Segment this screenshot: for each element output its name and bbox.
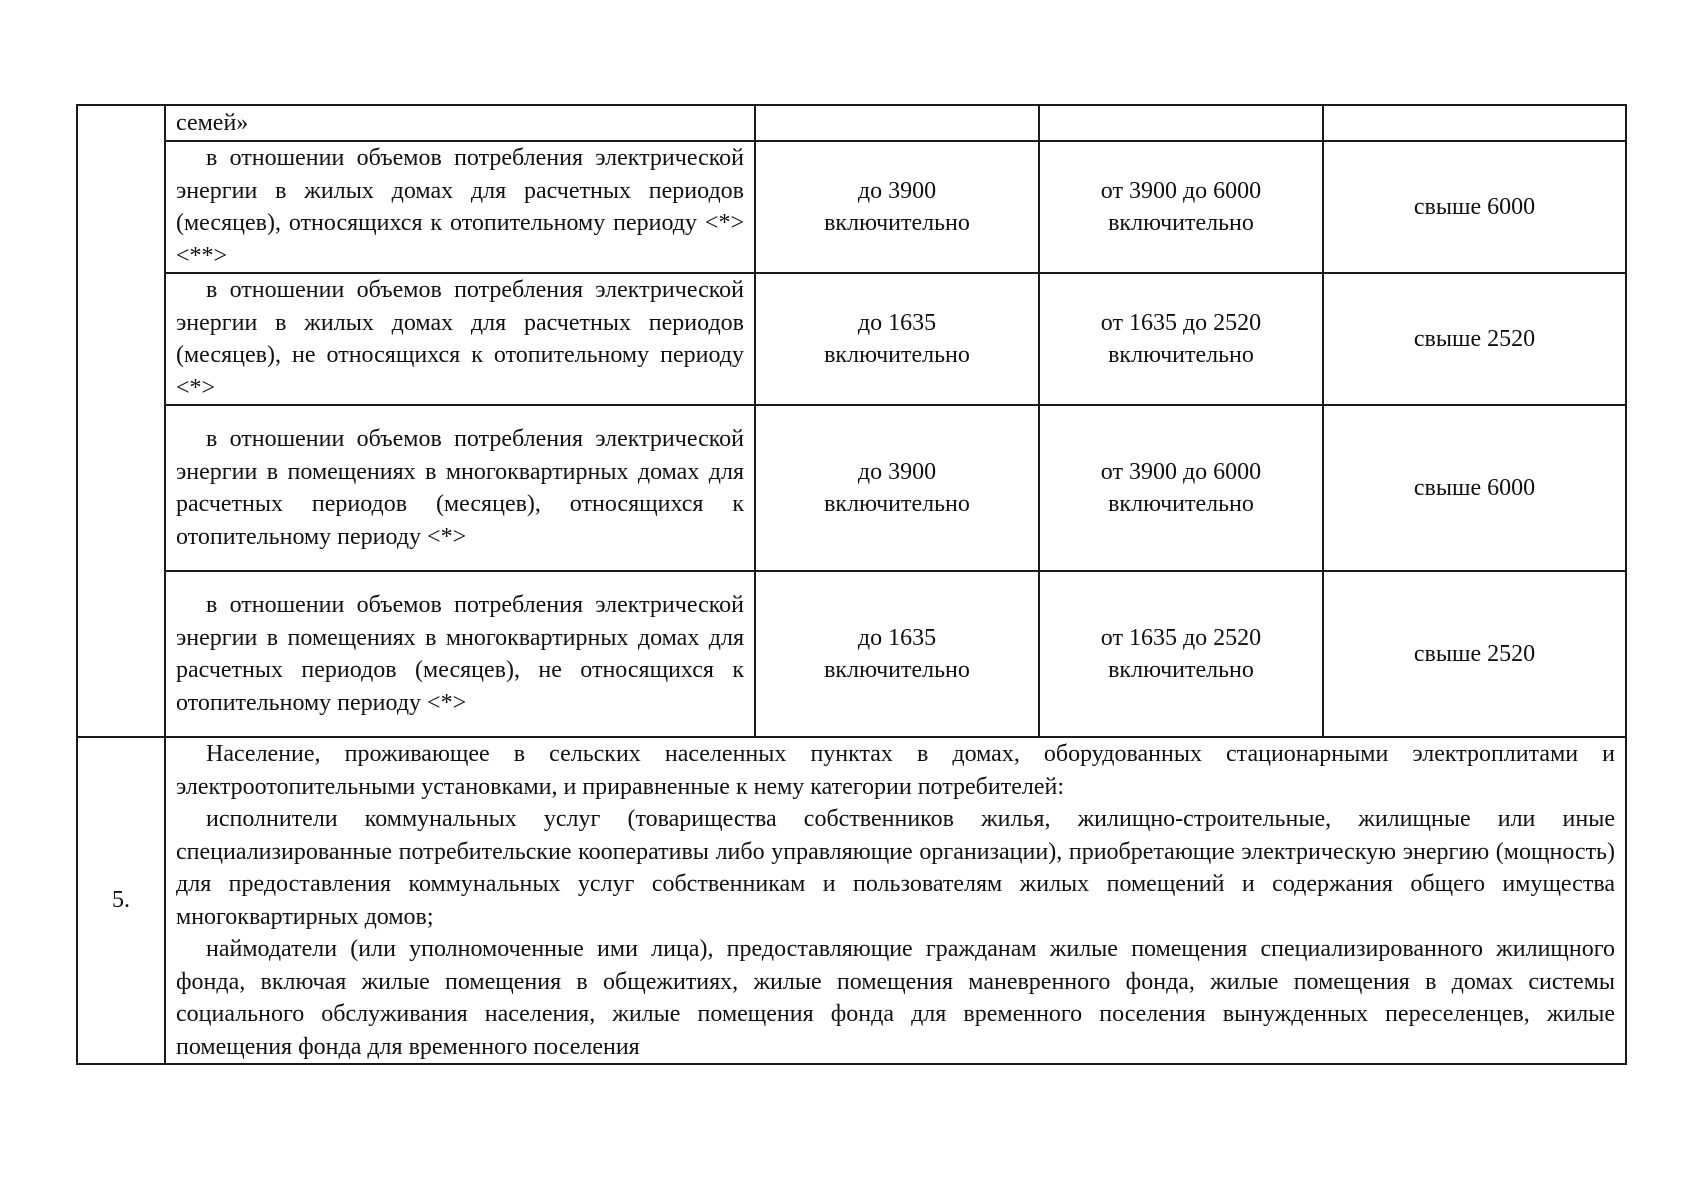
value-cell (1039, 105, 1323, 141)
description-text: в отношении объемов потребления электрической энергии в жилых домах для расчетных периодов (месяцев), относящихся к отопительному периоду <*> <**> (176, 145, 744, 269)
range-low-value: до 1635 (857, 309, 937, 336)
range-high-cell (1323, 273, 1626, 405)
continuation-text: семей» (176, 109, 249, 136)
section-text-cell (165, 737, 1626, 1064)
description-cell (165, 571, 755, 737)
tariff-table (76, 104, 1627, 1065)
range-mid-cell (1039, 405, 1323, 571)
range-high-cell (1323, 571, 1626, 737)
description-cell (165, 105, 755, 141)
range-high-value: свыше 6000 (1413, 193, 1536, 220)
range-low-cell (755, 273, 1039, 405)
range-mid-value: от 3900 до 6000 (1100, 458, 1262, 485)
row-number-cell (77, 737, 165, 1064)
section-paragraph: Население, проживающее в сельских населенных пунктах в домах, оборудованных стационарными электроплитами и электроотопительными установками, и приравненные к нему категории потребителей: (176, 741, 1615, 800)
description-cell (165, 273, 755, 405)
range-mid-qualifier: включительно (1108, 491, 1254, 517)
table-row (77, 405, 1626, 571)
range-low-qualifier: включительно (824, 657, 970, 683)
range-low-value: до 3900 (857, 458, 937, 485)
range-mid-value: от 1635 до 2520 (1100, 624, 1262, 651)
table-row (77, 571, 1626, 737)
range-high-value: свыше 2520 (1413, 325, 1536, 352)
row-number: 5. (112, 887, 130, 914)
range-mid-value: от 3900 до 6000 (1100, 177, 1262, 204)
range-low-cell (755, 141, 1039, 273)
range-low-cell (755, 405, 1039, 571)
range-low-qualifier: включительно (824, 342, 970, 368)
description-text: в отношении объемов потребления электрической энергии в помещениях в многоквартирных домах для расчетных периодов (месяцев), относящихся к отопительному периоду <*> (176, 426, 744, 550)
range-high-value: свыше 2520 (1413, 640, 1536, 667)
value-cell (755, 105, 1039, 141)
range-mid-value: от 1635 до 2520 (1100, 309, 1262, 336)
description-cell (165, 405, 755, 571)
range-high-cell (1323, 141, 1626, 273)
value-cell (1323, 105, 1626, 141)
range-low-cell (755, 571, 1039, 737)
row-number-cell-empty (77, 105, 165, 737)
table-row (77, 273, 1626, 405)
section-paragraph: исполнители коммунальных услуг (товарищества собственников жилья, жилищно-строительные, жилищные или иные специализированные потребительские кооперативы либо управляющие организации), приобретающие электрическую энергию (мощность) для предоставления коммунальных услуг собственникам и пользователям жилых помещений и содержания общего имущества многоквартирных домов; (176, 806, 1615, 930)
range-mid-cell (1039, 141, 1323, 273)
table-row (77, 141, 1626, 273)
section-paragraph: наймодатели (или уполномоченные ими лица), предоставляющие гражданам жилые помещения специализированного жилищного фонда, включая жилые помещения в общежитиях, жилые помещения маневренного фонда, жилые помещения в домах системы социального обслуживания населения, жилые помещения фонда для временного поселения вынужденных переселенцев, жилые помещения фонда для временного поселения (176, 936, 1615, 1060)
description-cell (165, 141, 755, 273)
range-low-qualifier: включительно (824, 491, 970, 517)
description-text: в отношении объемов потребления электрической энергии в жилых домах для расчетных периодов (месяцев), не относящихся к отопительному периоду <*> (176, 277, 744, 401)
range-low-value: до 3900 (857, 177, 937, 204)
range-mid-cell (1039, 571, 1323, 737)
range-low-qualifier: включительно (824, 210, 970, 236)
range-mid-qualifier: включительно (1108, 342, 1254, 368)
description-text: в отношении объемов потребления электрической энергии в помещениях в многоквартирных домах для расчетных периодов (месяцев), не относящихся к отопительному периоду <*> (176, 592, 744, 716)
range-mid-cell (1039, 273, 1323, 405)
range-mid-qualifier: включительно (1108, 657, 1254, 683)
table-row (77, 105, 1626, 141)
range-mid-qualifier: включительно (1108, 210, 1254, 236)
range-high-value: свыше 6000 (1413, 474, 1536, 501)
range-low-value: до 1635 (857, 624, 937, 651)
range-high-cell (1323, 405, 1626, 571)
table-row (77, 737, 1626, 1064)
